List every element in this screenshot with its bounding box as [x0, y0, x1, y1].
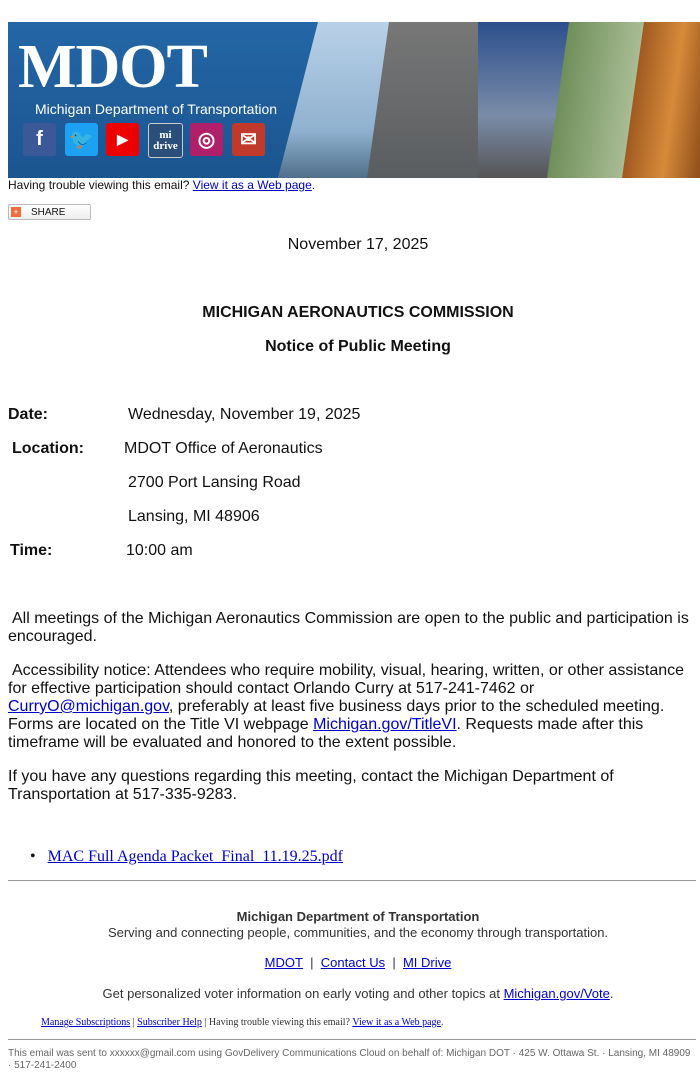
sep: |: [392, 955, 396, 970]
web-page-link[interactable]: View it as a Web page: [192, 178, 312, 192]
email-icon[interactable]: ✉: [232, 123, 265, 156]
attachment-item: • MAC Full Agenda Packet_Final_11.19.25.pdf: [30, 848, 343, 865]
time-label: Time:: [10, 542, 53, 559]
text: . Requests made after this timeframe will be evaluated and honored to the extent possible.: [8, 716, 644, 751]
location-line-2: 2700 Port Lansing Road: [128, 474, 301, 491]
agenda-pdf-link[interactable]: MAC Full Agenda Packet_Final_11.19.25.pdf: [47, 848, 343, 865]
web-page-link-footer[interactable]: View it as a Web page: [352, 1017, 441, 1028]
footer-links: [0, 955, 700, 970]
midrive-top: mi: [159, 128, 172, 141]
divider: [8, 880, 696, 881]
trouble-viewing: [8, 178, 315, 192]
sent-notice: This email was sent to xxxxxx@gmail.com using GovDelivery Communications Cloud on behalf of: Michigan DOT · 425 W. Ottawa St. · Lansing, MI 48909 · 517-241-2400: [8, 1048, 691, 1071]
subscription-links: Manage Subscriptions | Subscriber Help | Having trouble viewing this email? View it as a Web page.: [41, 1017, 444, 1028]
text: Get personalized voter information on early voting and other topics at: [102, 986, 504, 1001]
plus-icon: +: [11, 207, 21, 217]
mi-drive-link[interactable]: MI Drive: [402, 955, 452, 970]
mdot-link[interactable]: MDOT: [264, 955, 303, 970]
mdot-logo: MDOT: [18, 33, 207, 101]
location-line-1: MDOT Office of Aeronautics: [124, 440, 323, 457]
text: , preferably at least five business days prior to the scheduled meeting. Forms are located on the Title VI webpage: [8, 698, 665, 733]
open-meeting-paragraph: All meetings of the Michigan Aeronautics Commission are open to the public and participation is encouraged.: [8, 610, 689, 645]
sep: |: [310, 955, 314, 970]
logo-subtitle: Michigan Department of Transportation: [35, 101, 278, 117]
period: .: [609, 986, 614, 1001]
text: Having trouble viewing this email?: [208, 1017, 350, 1028]
vote-link[interactable]: Michigan.gov/Vote: [503, 986, 610, 1001]
share-label: SHARE: [31, 206, 66, 218]
accessibility-paragraph: [8, 662, 696, 752]
footer-tagline: Serving and connecting people, communities, and the economy through transportation.: [107, 925, 609, 940]
location-line-3: Lansing, MI 48906: [128, 508, 260, 525]
date-label: Date:: [8, 406, 49, 423]
notice-heading: Notice of Public Meeting: [265, 338, 451, 355]
voter-info: [0, 986, 700, 1001]
period: .: [311, 178, 316, 192]
manage-subscriptions-link[interactable]: Manage Subscriptions: [41, 1017, 131, 1028]
meeting-time: 10:00 am: [126, 542, 193, 559]
title-vi-link[interactable]: Michigan.gov/TitleVI: [313, 716, 457, 733]
text: Accessibility notice: Attendees who require mobility, visual, hearing, written, or other assistance for effective participation should contact Orlando Curry at 517-241-7462 or: [8, 662, 685, 697]
email-link[interactable]: CurryO@michigan.gov: [8, 698, 169, 715]
mi-drive-icon[interactable]: [148, 123, 183, 158]
footer-org: Michigan Department of Transportation: [236, 909, 480, 924]
instagram-icon[interactable]: ◎: [190, 123, 223, 156]
share-button[interactable]: [8, 204, 91, 220]
email-date: November 17, 2025: [287, 236, 429, 253]
trouble-text: Having trouble viewing this email?: [8, 178, 190, 192]
meeting-date: Wednesday, November 19, 2025: [128, 406, 361, 423]
facebook-icon[interactable]: f: [23, 123, 56, 156]
youtube-icon[interactable]: ▶: [106, 123, 139, 156]
mdot-banner: [8, 22, 700, 178]
divider: [8, 1039, 696, 1040]
twitter-icon[interactable]: 🐦: [65, 123, 98, 156]
subscriber-help-link[interactable]: Subscriber Help: [137, 1017, 202, 1028]
contact-us-link[interactable]: Contact Us: [320, 955, 386, 970]
location-label: Location:: [12, 440, 84, 457]
body-and-footer: [8, 610, 696, 1072]
midrive-bottom: drive: [153, 139, 178, 152]
questions-paragraph: If you have any questions regarding this meeting, contact the Michigan Department of Transportation at 517-335-9283.: [8, 768, 614, 803]
org-heading: MICHIGAN AERONAUTICS COMMISSION: [202, 304, 514, 321]
